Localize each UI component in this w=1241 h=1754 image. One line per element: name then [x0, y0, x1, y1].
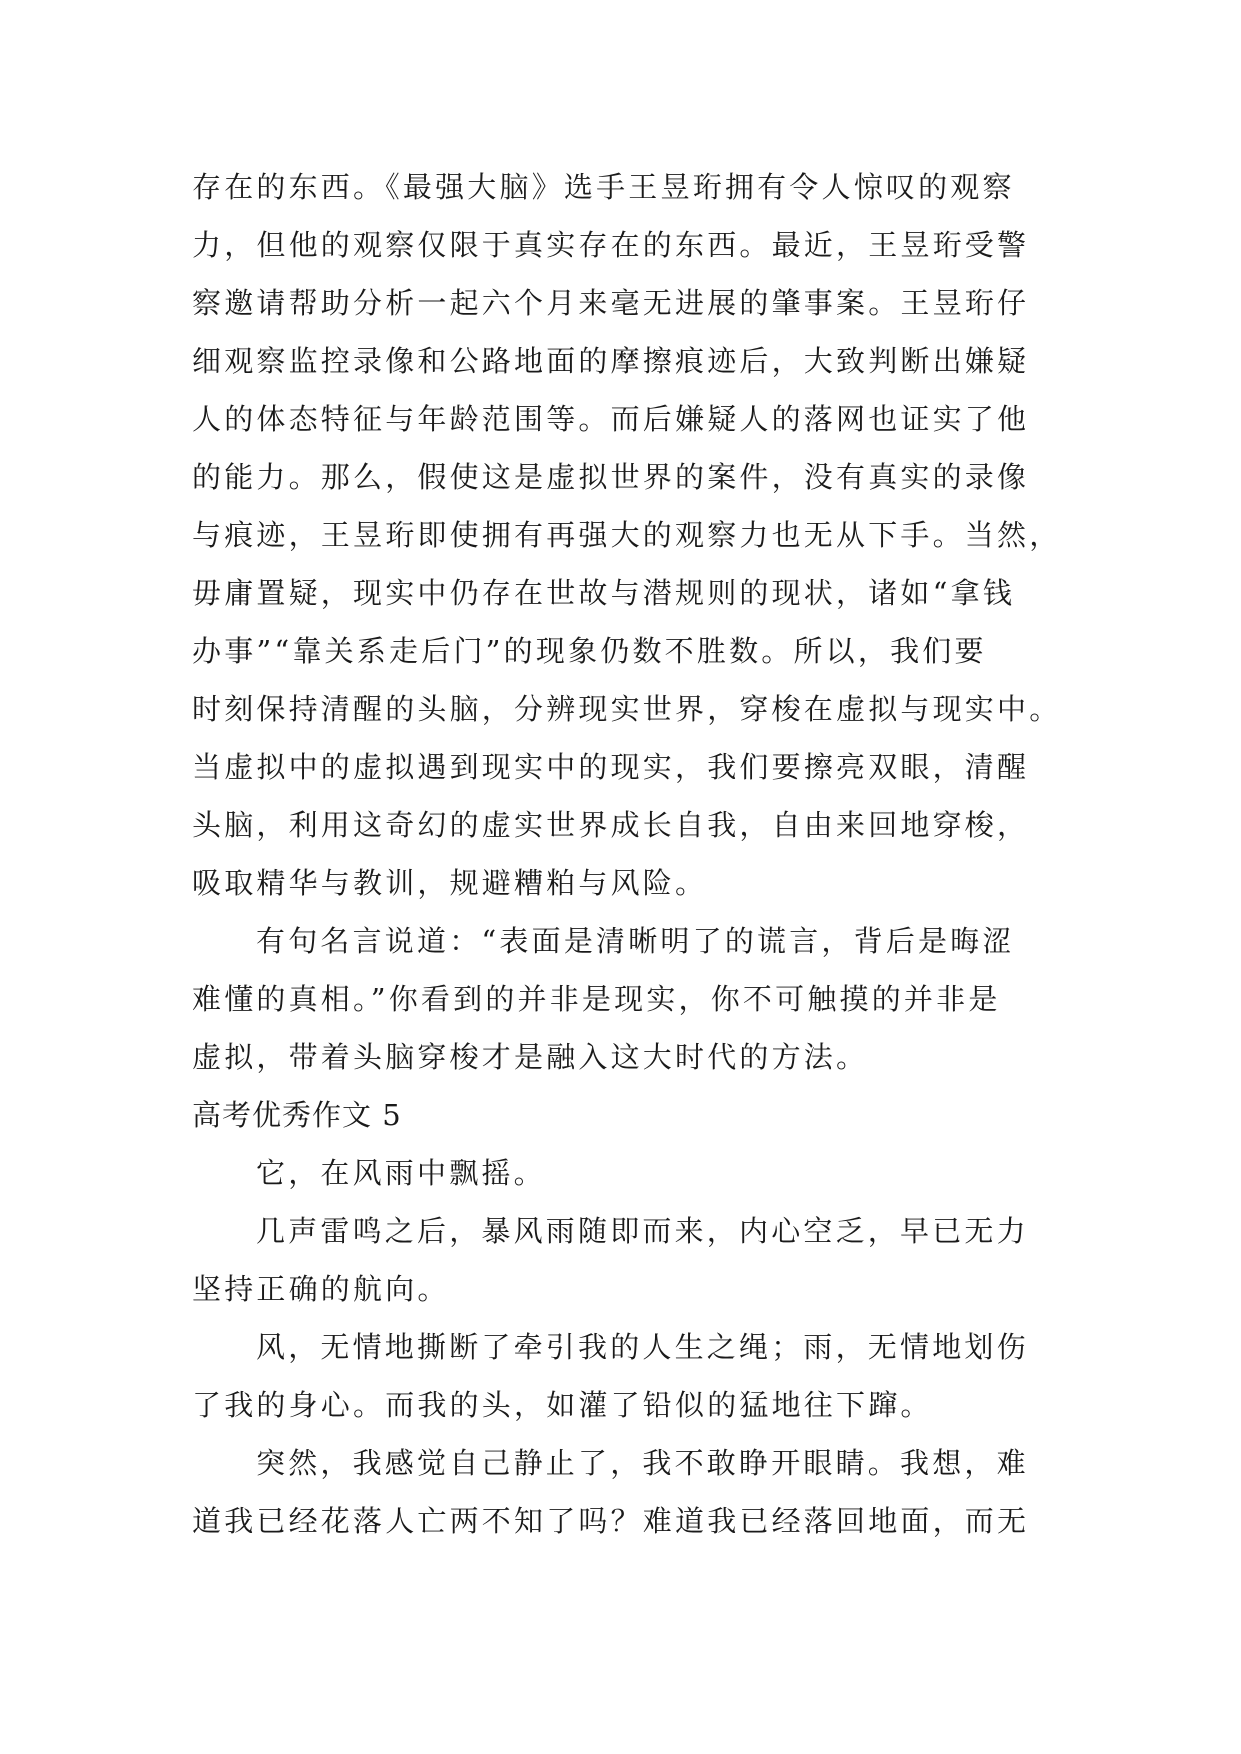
- paragraph-start-line: 它，在风雨中飘摇。: [256, 1156, 546, 1190]
- text-line: 道我已经花落人亡两不知了吗？难道我已经落回地面，而无: [192, 1504, 1030, 1538]
- text-line: 当虚拟中的虚拟遇到现实中的现实，我们要擦亮双眼，清醒: [192, 750, 1030, 784]
- text-line: 办事”“靠关系走后门”的现象仍数不胜数。所以，我们要: [192, 634, 987, 668]
- paragraph-start-line: 几声雷鸣之后，暴风雨随即而来，内心空乏，早已无力: [256, 1214, 1029, 1248]
- text-line: 坚持正确的航向。: [192, 1272, 450, 1306]
- section-heading: 高考优秀作文 5: [192, 1098, 402, 1132]
- paragraph-start-line: 风，无情地撕断了牵引我的人生之绳；雨，无情地划伤: [256, 1330, 1029, 1364]
- text-line: 了我的身心。而我的头，如灌了铅似的猛地往下蹿。: [192, 1388, 933, 1422]
- text-line: 细观察监控录像和公路地面的摩擦痕迹后，大致判断出嫌疑: [192, 344, 1030, 378]
- text-line: 与痕迹，王昱珩即使拥有再强大的观察力也无从下手。当然，: [192, 518, 1062, 552]
- text-line: 人的体态特征与年龄范围等。而后嫌疑人的落网也证实了他: [192, 402, 1030, 436]
- text-line: 察邀请帮助分析一起六个月来毫无进展的肇事案。王昱珩仔: [192, 286, 1030, 320]
- text-line: 时刻保持清醒的头脑，分辨现实世界，穿梭在虚拟与现实中。: [192, 692, 1062, 726]
- text-line: 的能力。那么，假使这是虚拟世界的案件，没有真实的录像: [192, 460, 1030, 494]
- text-line: 力，但他的观察仅限于真实存在的东西。最近，王昱珩受警: [192, 228, 1030, 262]
- text-line: 虚拟，带着头脑穿梭才是融入这大时代的方法。: [192, 1040, 869, 1074]
- text-line: 头脑，利用这奇幻的虚实世界成长自我，自由来回地穿梭，: [192, 808, 1030, 842]
- text-line: 毋庸置疑，现实中仍存在世故与潜规则的现状，诸如“拿钱: [192, 576, 1016, 610]
- text-line: 难懂的真相。”你看到的并非是现实，你不可触摸的并非是: [192, 982, 1001, 1016]
- paragraph-start-line: 有句名言说道：“表面是清晰明了的谎言，背后是晦涩: [256, 924, 1015, 958]
- text-line: 吸取精华与教训，规避糟粕与风险。: [192, 866, 708, 900]
- paragraph-start-line: 突然，我感觉自己静止了，我不敢睁开眼睛。我想，难: [256, 1446, 1029, 1480]
- essay-body: [192, 158, 1062, 1550]
- text-line: 存在的东西。《最强大脑》选手王昱珩拥有令人惊叹的观察: [192, 170, 1015, 204]
